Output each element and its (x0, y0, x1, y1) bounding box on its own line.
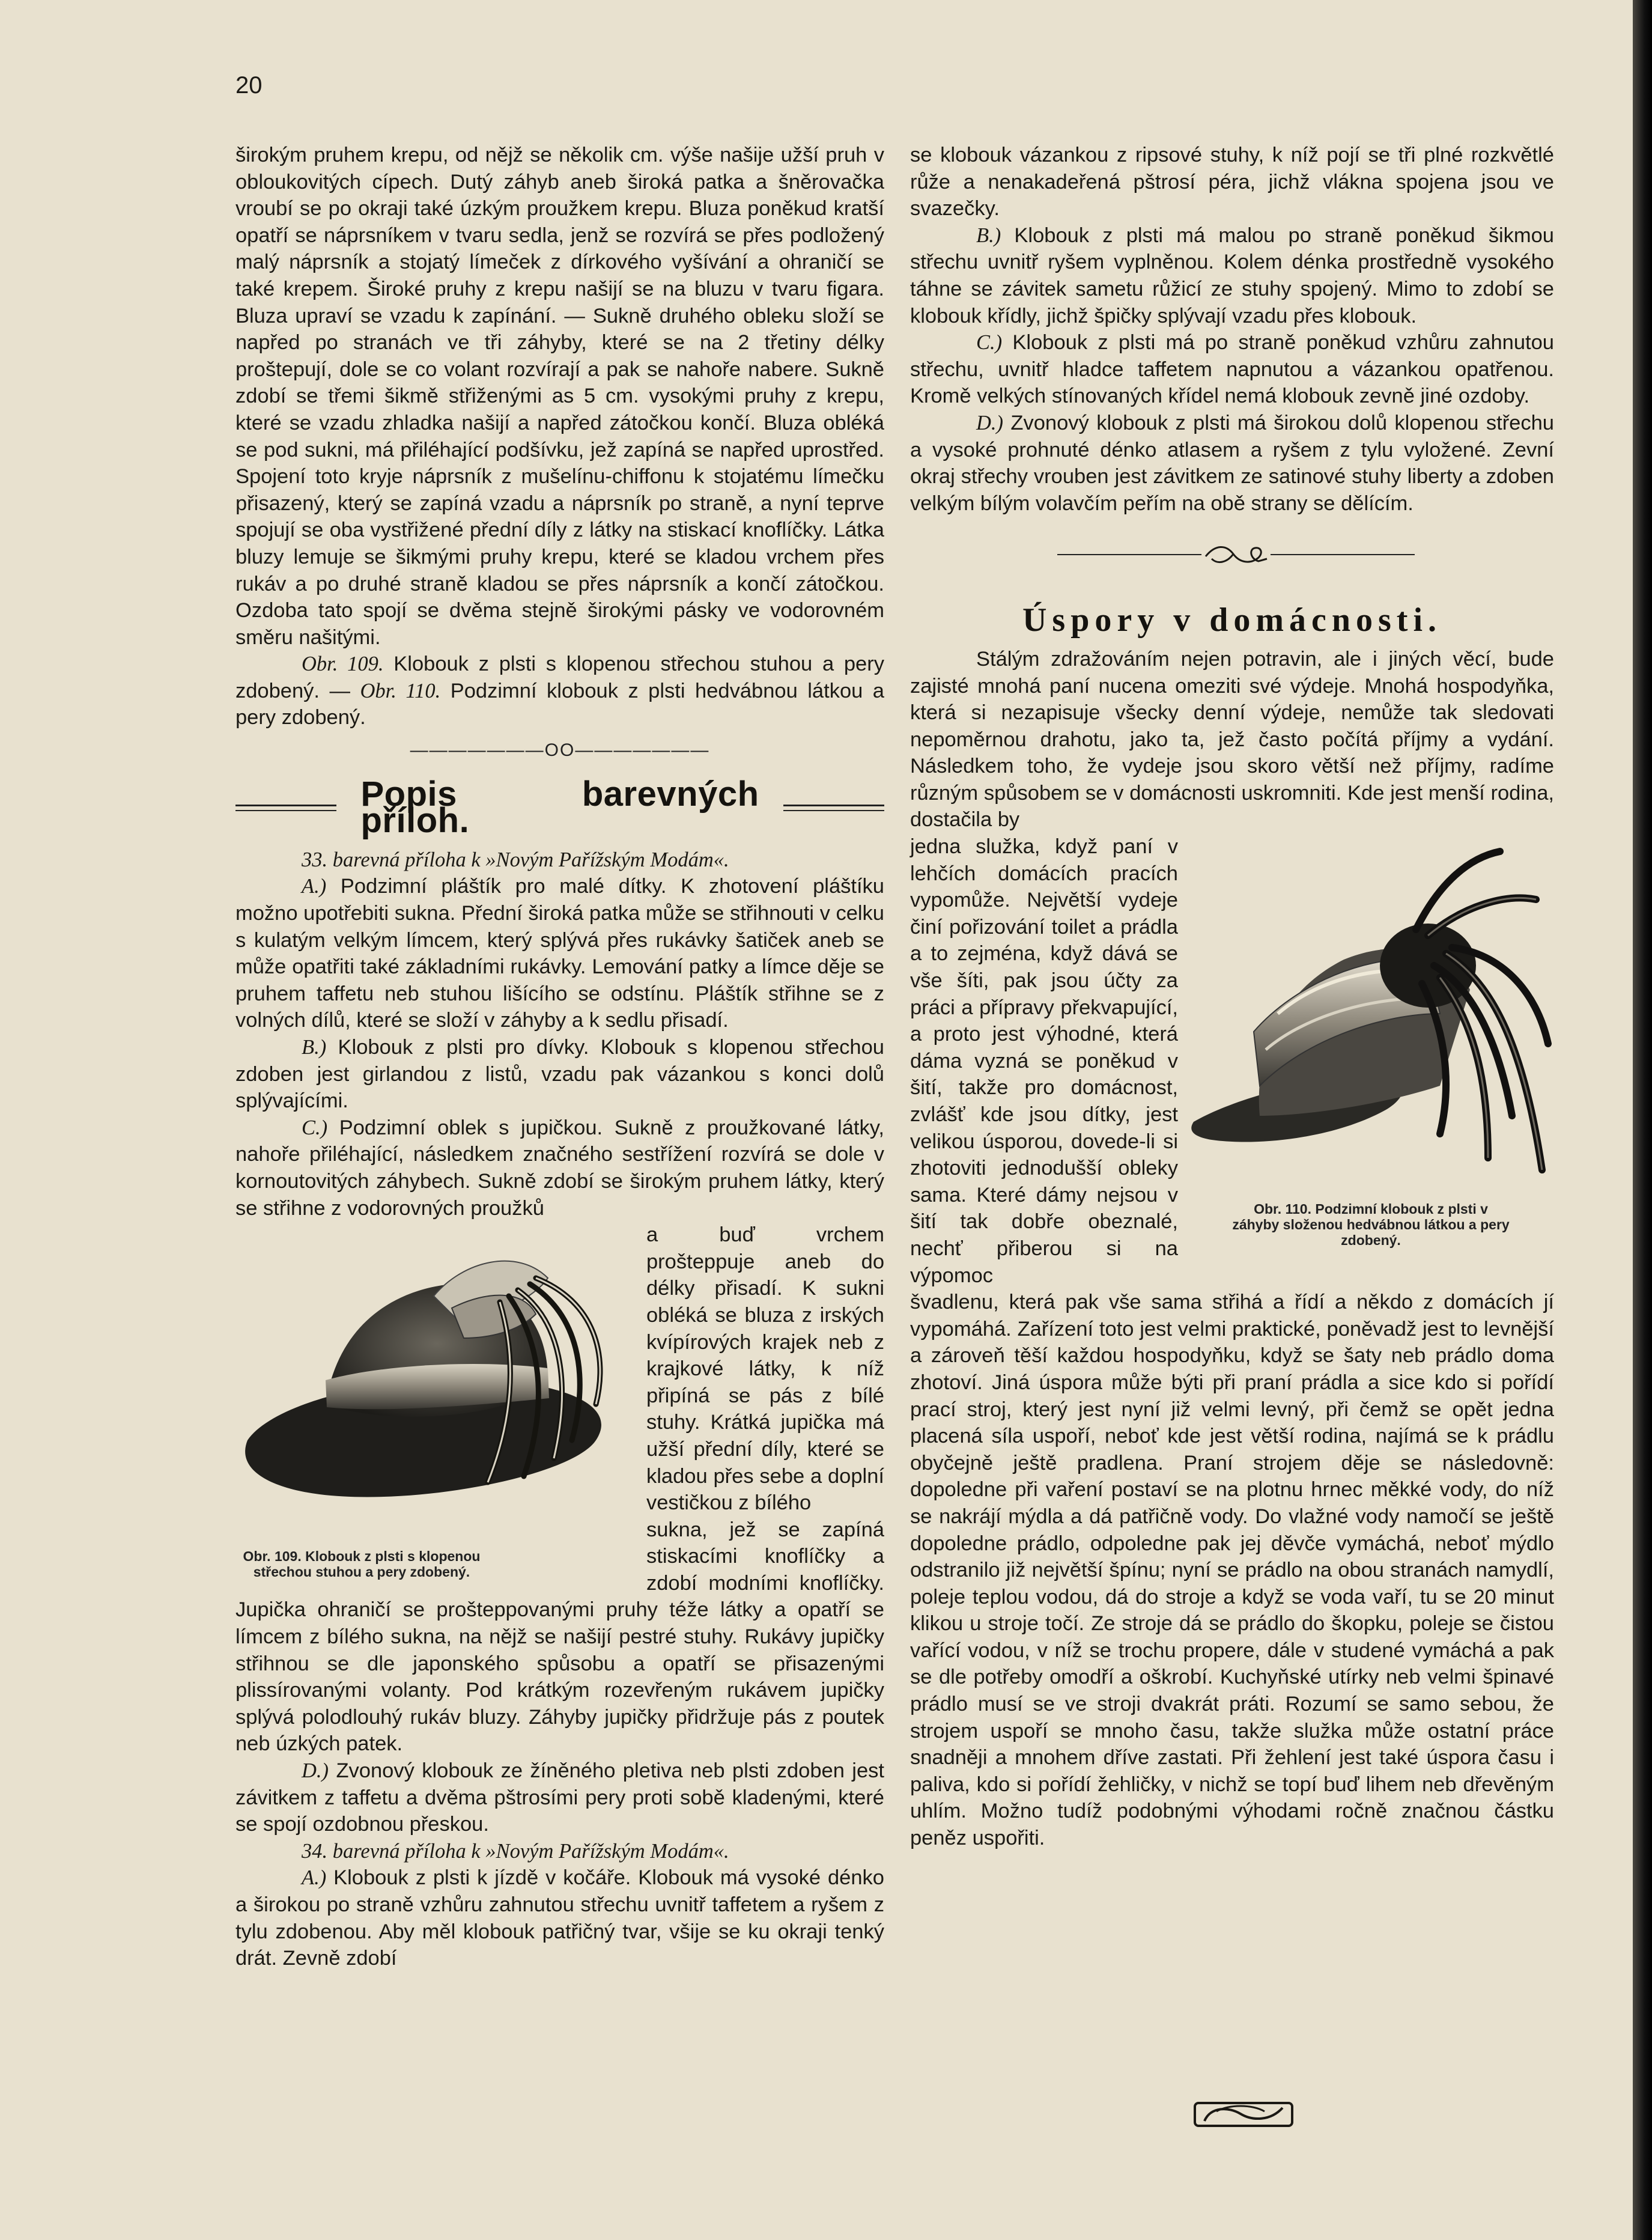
section-heading-block (235, 774, 884, 841)
article-paragraph-wrap: jedna služka, když paní v lehčích domácích pracích vypomůže. Největší vydeje činí pořizování toilet a prádla a to zejména, když dává se vše šíti, pak jsou účty za práci a přípravy překvapující, a proto jest výhodné, která dáma vyzná se poněkud v šití, takže pro domácnost, zvlášť kde jsou dítky, jest velikou úsporou, dovede-li si zhotoviti jednodušší obleky sama. Které dámy nejsou v šití tak dobře obeznalé, nechť přiberou si na výpomoc (910, 835, 1178, 1287)
section-heading: Úspory v domácnosti. (1022, 601, 1442, 639)
item-label: C.) (302, 1116, 328, 1139)
item-paragraph (235, 1758, 884, 1838)
heading-rule-right (783, 805, 884, 811)
item-paragraph (910, 222, 1554, 329)
intro-paragraph: širokým pruhem krepu, od nějž se několik cm. výše našije užší pruh v obloukovitých cípech. Dutý záhyb aneb široká patka a šněrovačka vroubí se po okraji také úzkým proužkem krepu. Bluza poněkud kratší opatří se náprsníkem v tvaru sedla, jenž se rozvírá se přes podložený malý náprsník a stojatý límeček z dírkového vyšívání a ohraničí se také krepem. Široké pruhy z krepu našijí se na bluzu v tvaru figara. Bluza upraví se vzadu k zapínání. — Sukně druhého obleku složí se napřed po stranách ve tři záhyby, které se na 2 třetiny délky proštepují, dole se co volant rozvírají a pak se nahoře nabere. Sukně zdobí se třemi šikmě střiženými as 5 cm. vysokými pruhy z krepu, které se vzadu zhladka našijí a napřed zátočkou končí. Bluza obléká se pod sukni, má přiléhající podšívku, jež zapíná se napřed uprostřed. Spojení toto kryje náprsník z mušelínu-chiffonu k stojatému límečku přisazený, který se zapíná vzadu a náprsník po straně, a nyní teprve spojují se oba vystřižené přední díly z látky na stiskací knoflíčky. Látka bluzy lemuje se šikmými pruhy krepu, které se kladou vrchem přes rukáv a po druhé straně kladou se přes náprsník a končí zátočkou. Ozdoba tato spojí se dvěma stejně širokými pásky ve vodorovném směru našitými. (235, 144, 884, 649)
item-paragraph (910, 329, 1554, 410)
item-paragraph (235, 873, 884, 1034)
figure-110-caption: Obr. 110. Podzimní klobouk z plsti v záhyby složenou hedvábnou látkou a pery zdobený. (1232, 1201, 1510, 1249)
divider-line-left (1057, 554, 1201, 555)
small-ornament: ———————OO——————— (410, 740, 710, 761)
article-paragraph-cont: švadlenu, která pak vše sama střihá a řídí a někdo z domácích jí vypomáhá. Zařízení toto jest velmi praktické, poněvadž jest to levnější a zároveň těší každou hospodyňku, když se šaty neb prádlo doma zhotoví. Jiná úspora může býti při praní prádla a sice kdo si pořídí prací stroj, který jest nyní již velmi levný, při čemž se opět jedna placená síla uspoří, neboť kde jest větší rodina, najímá se k prádlu obyčejně ještě pradlena. Praní strojem děje se následovně: dopoledne při vaření postaví se na plotnu hrnec měkké vody, do níž se nakrájí mýdla a dá patřičně vody. Do vlažné vody namočí se ještě dopoledne prádlo, odpoledne pak jej děvče vymáchá, neboť mýdlo odstranilo již největší špínu; nyní se prádlo na obou stranách namydlí, poleje teplou vodou, dá do stroje a když se voda vaří, tu se 20 minut klikou u stroje točí. Ze stroje dá se prádlo do škopku, poleje se čistou vařící vodou, v níž se trochu propere, dále v studené vymáchá a pak se dle potřeby omodří a oškrobí. Kuchyňské utírky neb velmi špinavé prádlo musí se ve stroji dvakrát práti. Rozumí se samo sebou, že strojem uspoří se mnoho času, takže služka může ostatní práce snadněji a mnohem dříve zastati. Při žehlení jest také úspora času i paliva, kdo si pořídí žehličky, v nichž se topí buď lihem neb dřevěným uhlím. Možno tudíž podobnými výhodami ročně značnou částku peněz uspořiti. (910, 1291, 1554, 1850)
item-paragraph (235, 1864, 884, 1971)
section-heading: Popis barevných příloh. (360, 774, 759, 841)
figure-109 (235, 1224, 632, 1596)
figure-ref-text: Podzimní klobouk z plsti hedvábnou látkou a pery zdobený. (235, 679, 884, 729)
heading-rule-left (235, 805, 336, 811)
figure-reference (235, 651, 884, 731)
end-ornament-icon (1192, 2098, 1295, 2131)
item-text: Podzimní pláštík pro malé dítky. K zhotovení pláštíku možno upotřebiti sukna. Přední široká patka může se střihnouti v celku s kulatým velkým límcem, který splývá přes rukávky šatiček aneb se může opatřiti také základními rukávky. Lemování patky a límce děje se pruhem taffetu neb stuhou lišícího se odstínu. Pláštík střihne se z volných dílů, které se složí v záhyby a k sedlu přisadí. (235, 875, 884, 1032)
item-text: Klobouk z plsti má po straně poněkud vzhůru zahnutou střechu, uvnitř hladce taffetem napnutou a vázankou opatřenou. Kromě velkých stínovaných křídel nemá klobouk zevně jiné ozdoby. (910, 331, 1554, 408)
page-number: 20 (235, 72, 263, 99)
left-column (235, 142, 884, 1972)
supplement-title: 34. barevná příloha k »Novým Pařížským Modám«. (302, 1839, 729, 1863)
item-label: B.) (302, 1036, 327, 1059)
item-label: D.) (302, 1759, 329, 1783)
item-label: C.) (976, 331, 1003, 355)
supplement-title: 33. barevná příloha k »Novým Pařížským Modám«. (302, 848, 729, 871)
item-text: Klobouk z plsti má malou po straně poněkud šikmou střechu uvnitř ryšem vyplněnou. Kolem dénka prostředně vysokého táhne se závitek sametu růžicí ze stuhy spojený. Mimo to zdobí se klobouk křídly, jichž špičky splývají vzadu přes klobouk. (910, 224, 1554, 327)
divider-line-right (1271, 554, 1415, 555)
item-label: A.) (302, 875, 327, 898)
figure-109-caption: Obr. 109. Klobouk z plsti s klopenou střechou stuhou a pery zdobený. (243, 1548, 481, 1580)
article-paragraph: Stálým zdražováním nejen potravin, ale i jiných věcí, bude zajisté mnohá paní nucena omeziti své výdeje. Mnohá hospodyňka, která si nezapisuje všecky denní výdeje, nemůže tak sledovati nepoměrnou drahotu, jako ta, jež často počítá příjmy a vydání. Následkem toho, že vydeje jsou skoro větší než příjmy, radíme různým spůsobem se v domácnosti uskromniti. Kde jest menší rodina, dostačila by (910, 647, 1554, 832)
item-text: Zvonový klobouk z plsti má širokou dolů klopenou střechu a vysoké prohnuté dénko atlasem a ryšem z tylu vyložené. Zevní okraj střechy vrouben jest závitkem ze satinové stuhy liberty a zdoben velkým bílým volavčím peřím na obě strany se dělícím. (910, 411, 1554, 515)
item-label: D.) (976, 411, 1004, 434)
continued-paragraph: se klobouk vázankou z ripsové stuhy, k níž pojí se tři plné rozkvětlé růže a nenakadeřená pštrosí péra, jichž vlákna spojena jsou ve svazečky. (910, 144, 1554, 221)
figure-ref-label: Obr. 110. (360, 679, 441, 702)
item-paragraph (910, 410, 1554, 517)
item-text-cont: sukna, jež se zapíná stiskacími knoflíčky a zdobí modními knoflíčky. Jupička ohraničí se prošteppovanými pruhy téže látky a opatří se límcem z bílého sukna, na nějž se našijí pestré stuhy. Rukávy jupičky střihnou se dle japonského spůsobu a opatří se přisazenými plissírovanými volanty. Pod krátkým rozevřeným rukávem jupičky splývá polodlouhý rukáv bluzy. Záhyby jupičky přidržuje pás z poutek neb úzkých patek. (235, 1518, 884, 1756)
right-column (910, 142, 1554, 1852)
item-text-wrap: a buď vrchem prošteppuje aneb do délky přisadí. K sukni obléká se bluza z irských kvípírových krajek neb z krajkové látky, k níž připíná se pás z bílé stuhy. Krátká jupička má užší přední díly, které se kladou přes sebe a doplní vestičkou z bílého (646, 1223, 884, 1515)
figure-110 (1188, 833, 1554, 1254)
item-label: B.) (976, 224, 1001, 247)
item-paragraph (235, 1034, 884, 1115)
hat-illustration-110 (1188, 833, 1554, 1200)
item-text: Zvonový klobouk ze žíněného pletiva neb plsti zdoben jest závitkem z taffetu a dvěma pštrosími pery proti sobě kladenými, které se spojí ozdobnou přeskou. (235, 1759, 884, 1836)
page-edge-shadow (1633, 0, 1652, 2240)
item-paragraph (235, 1115, 884, 1222)
hat-illustration-109 (235, 1224, 632, 1542)
divider-ornament (910, 537, 1554, 573)
figure-ref-label: Obr. 109. (302, 653, 384, 676)
flourish-icon (1203, 541, 1269, 570)
item-text: Klobouk z plsti pro dívky. Klobouk s klopenou střechou zdoben jest girlandou z listů, vzadu pak vázankou s konci dolů splývajícími. (235, 1036, 884, 1113)
item-label: A.) (302, 1866, 327, 1890)
item-text: Klobouk z plsti k jízdě v kočáře. Klobouk má vysoké dénko a širokou po straně vzhůru zahnutou střechu uvnitř taffetem a ryšem z tylu zdobenou. Aby měl klobouk patřičný tvar, všije se ku okraji tenký drát. Zevně zdobí (235, 1866, 884, 1970)
item-text: Podzimní oblek s jupičkou. Sukně z proužkované látky, nahoře přiléhající, následkem značného sestřížení rozvírá se dole v kornoutovitých záhybech. Sukně zdobí se širokým pruhem látky, který se střihne z vodorovných proužků (235, 1116, 884, 1220)
figure-ref-text: Klobouk z plsti s klopenou střechou stuhou a pery zdobený. — (235, 653, 884, 702)
